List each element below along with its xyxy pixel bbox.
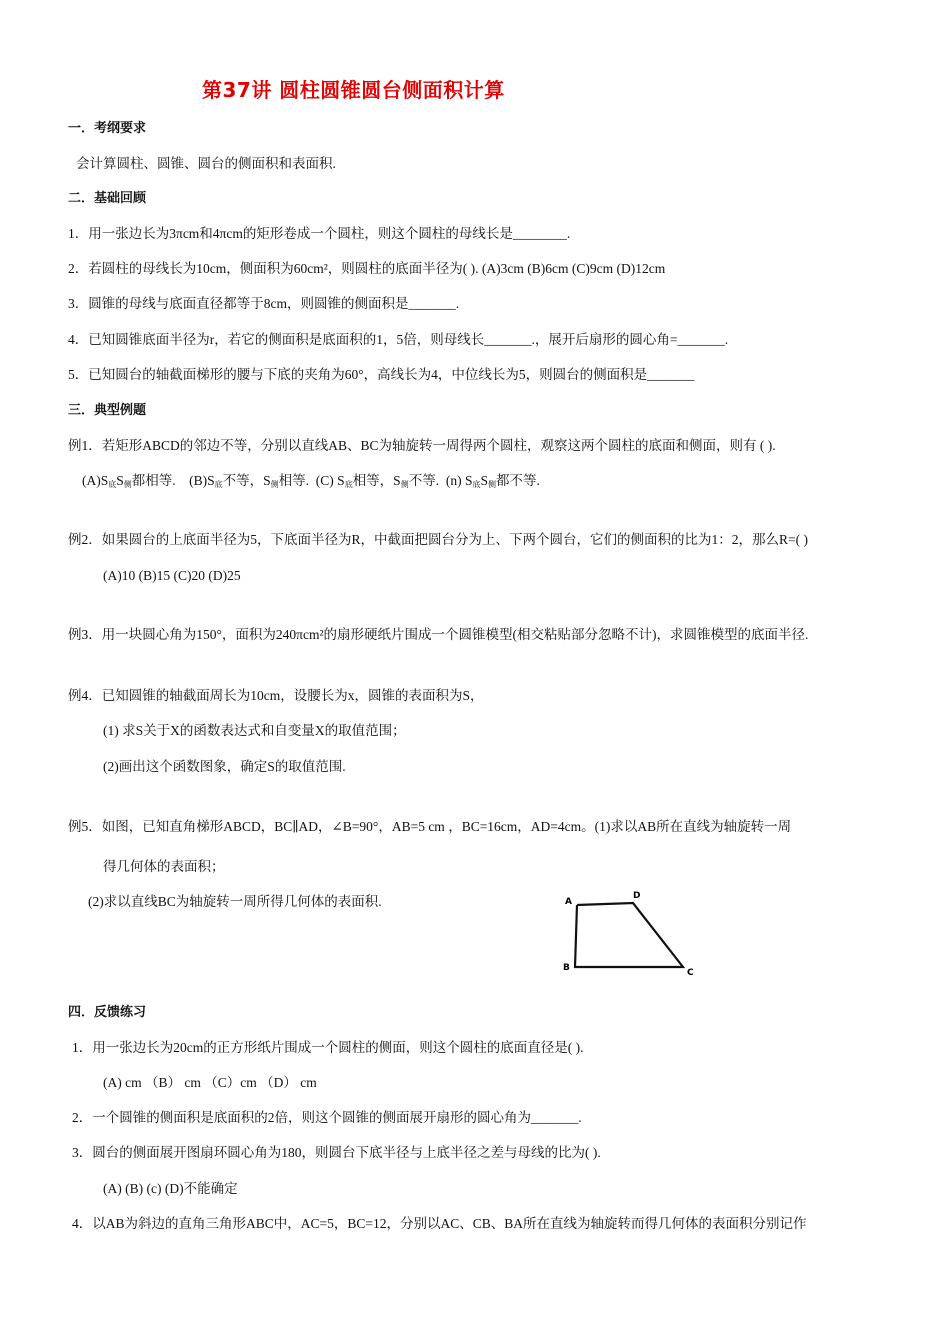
example-5-part-2: (2)求以直线BC为轴旋转一周所得几何体的表面积. xyxy=(88,894,382,909)
review-question-2: 2．若圆柱的母线长为10cm，侧面积为60cm²，则圆柱的底面半径为( ). (A)3cm (B)6cm (C)9cm (D)12cm xyxy=(68,261,666,276)
practice-question-3: 3．圆台的侧面展开图扇环圆心角为180，则圆台下底半径与上底半径之差与母线的比为( ). xyxy=(72,1145,601,1160)
example-2-options: (A)10 (B)15 (C)20 (D)25 xyxy=(103,568,241,583)
example-4: 例4．已知圆锥的轴截面周长为10cm，设腰长为x，圆锥的表面积为S， xyxy=(68,688,484,703)
review-question-3: 3．圆锥的母线与底面直径都等于8cm，则圆锥的侧面积是_______. xyxy=(68,296,460,311)
example-1: 例1．若矩形ABCD的邻边不等，分别以直线AB、BC为轴旋转一周得两个圆柱，观察这两个圆柱的底面和侧面，则有 ( ). xyxy=(68,438,776,453)
figure-label-b: B xyxy=(563,963,570,973)
trapezoid-outline xyxy=(575,903,683,967)
review-question-1: 1．用一张边长为3πcm和4πcm的矩形卷成一个圆柱，则这个圆柱的母线长是________. xyxy=(68,226,571,241)
section-heading-review: 二．基础回顾 xyxy=(68,191,147,206)
review-question-4: 4．已知圆锥底面半径为r，若它的侧面积是底面积的1，5倍，则母线长_______.，展开后扇形的圆心角=_______. xyxy=(68,332,729,347)
syllabus-text: 会计算圆柱、圆锥、圆台的侧面积和表面积. xyxy=(76,156,336,171)
practice-question-2: 2．一个圆锥的侧面积是底面积的2倍，则这个圆锥的侧面展开扇形的圆心角为_______. xyxy=(72,1110,582,1125)
practice-question-1: 1．用一张边长为20cm的正方形纸片围成一个圆柱的侧面，则这个圆柱的底面直径是( ). xyxy=(72,1040,584,1055)
figure-label-a: A xyxy=(565,897,572,907)
example-3: 例3．用一块圆心角为150°，面积为240πcm²的扇形硬纸片围成一个圆锥模型(相交粘贴部分忽略不计)，求圆锥模型的底面半径. xyxy=(68,627,809,642)
practice-question-1-options: (A) cm （B） cm （C）cm （D） cm xyxy=(103,1075,317,1090)
trapezoid-figure xyxy=(555,885,705,980)
section-heading-practice: 四．反馈练习 xyxy=(68,1005,147,1020)
practice-question-3-options: (A) (B) (c) (D)不能确定 xyxy=(103,1181,238,1196)
section-heading-examples: 三．典型例题 xyxy=(68,403,147,418)
example-5-continued: 得几何体的表面积； xyxy=(103,859,225,874)
example-2: 例2．如果圆台的上底面半径为5，下底面半径为R，中截面把圆台分为上、下两个圆台，它们的侧面积的比为1：2，那么R=( ) xyxy=(68,532,808,547)
figure-label-c: C xyxy=(687,968,694,978)
example-4-part-2: (2)画出这个函数图象，确定S的取值范围. xyxy=(103,759,346,774)
practice-question-4: 4．以AB为斜边的直角三角形ABC中，AC=5，BC=12，分别以AC、CB、BA所在直线为轴旋转而得几何体的表面积分别记作 xyxy=(72,1216,807,1231)
page-title: 第37讲 圆柱圆锥圆台侧面积计算 xyxy=(202,78,505,102)
example-1-options: $(A)S_底S_侧$都相等. $(B)S_底$不等，$S_侧$相等. (C) $S_底$相等，$S_侧$不等. (n) $S_底S_侧$都不等. xyxy=(82,473,540,489)
example-5: 例5．如图，已知直角梯形ABCD，BC∥AD，∠B=90°，AB=5 cm ，BC=16cm，AD=4cm。(1)求以AB所在直线为轴旋转一周 xyxy=(68,819,792,834)
review-question-5: 5．已知圆台的轴截面梯形的腰与下底的夹角为60°，高线长为4，中位线长为5，则圆台的侧面积是_______ xyxy=(68,367,695,382)
section-heading-syllabus: 一．考纲要求 xyxy=(68,121,147,136)
example-4-part-1: (1) 求S关于X的函数表达式和自变量X的取值范围； xyxy=(103,723,406,738)
figure-label-d: D xyxy=(633,891,641,901)
